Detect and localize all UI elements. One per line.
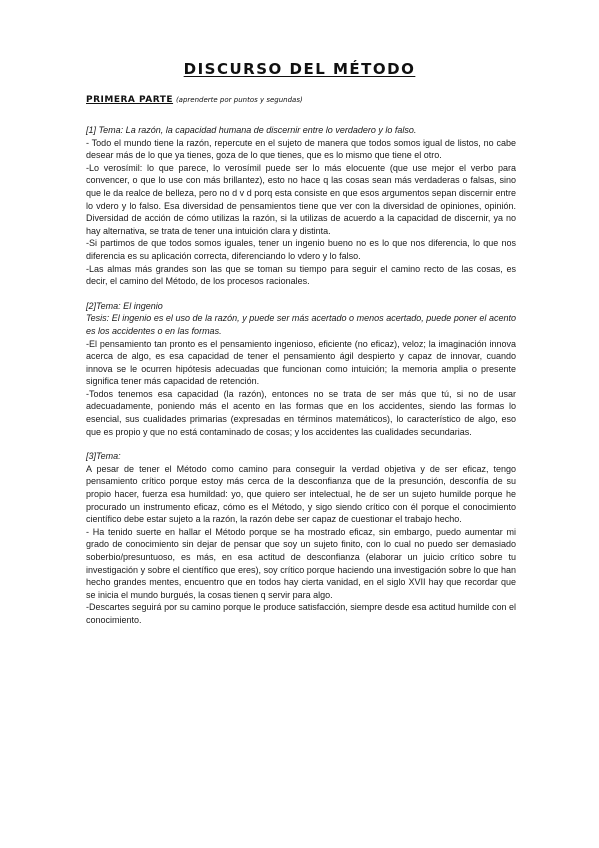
paragraph: -El pensamiento tan pronto es el pensamiento ingenioso, eficiente (no eficaz), veloz; la imaginación innova acerca de algo, es esa capacidad de tener el pensamiento ágil despierto y capaz de innovar, cuando innova se le ocurren hipótesis adecuadas que funcionan como intuición; la memoria amplia o presente significa tener más capacidad de retención. [86, 338, 516, 387]
section-heading: [2]Tema: El ingenio [86, 300, 163, 311]
document-subtitle [86, 95, 526, 105]
paragraph: - Ha tenido suerte en hallar el Método porque se ha mostrado eficaz, sin embargo, puedo aumentar mi grado de conocimiento sin dejar de pensar que soy un sujeto finito, con lo cual no puedo ser demasiado soberbio/presuntuoso, es más, en esa actitud de desconfianza (elaborar un juicio crítico sobre tu investigación y sobre el científico que eres), soy crítico porque haciendo una investigación sobre lo que han hecho grandes mentes, encuentro que en todos hay cierta vanidad, en el siglo XVII hay que recordar que se inicia el mundo burgués, la cosas tienen q servir para algo. [86, 526, 516, 600]
document-body [86, 124, 516, 627]
section-2 [86, 300, 516, 439]
section-thesis: Tesis: El ingenio es el uso de la razón, y puede ser más acertado o menos acertado, puede poner el acento es los accidentes o en las formas. [86, 313, 516, 336]
paragraph: -Las almas más grandes son las que se toman su tiempo para seguir el camino recto de las cosas, es decir, el camino del Método, de los procesos racionales. [86, 263, 516, 287]
part-heading: PRIMERA PARTE [86, 95, 174, 105]
handwritten-note: (aprenderte por puntos y segundas) [175, 96, 303, 104]
section-heading: [3]Tema: [86, 451, 121, 462]
paragraph: -Todos tenemos esa capacidad (la razón), entonces no se trata de ser más que tú, si no de usar adecuadamente, poniendo más el acento en las formas que en los accidentes, siendo las formas lo esencial, sus cualidades primarias (expresadas en términos matemáticos), lo característico de algo, eso que es propio y que no está contaminado de cosas; y los accidentes las cualidades secundarias. [86, 388, 516, 437]
section-heading: [1] Tema: La razón, la capacidad humana de discernir entre lo verdadero y lo falso. [86, 125, 417, 135]
paragraph: -Descartes seguirá por su camino porque le produce satisfacción, siempre desde esa actitud humilde con el conocimiento. [86, 602, 516, 625]
section-3 [86, 450, 516, 626]
paragraph: A pesar de tener el Método como camino para conseguir la verdad objetiva y de ser eficaz, tengo pensamiento crítico porque estoy más cerca de la desconfianza que de la presunción, desconfía de su propio hacer, fuerza esa humildad: yo, que quiero ser intelectual, he de ser un sujeto humilde porque he procurado un instrumento eficaz, cómo es el Método, y sigo siendo crítico con él porque el conocimiento científico debe estar sujeto a la razón, la razón debe ser capaz de cuestionar el trabajo hecho. [86, 463, 516, 525]
paragraph: - Todo el mundo tiene la razón, repercute en el sujeto de manera que todos somos igual de listos, no cabe desear más de lo que ya tienes, goza de lo que tienes, que es lo mismo que tiene el otro. [86, 137, 516, 161]
section-1 [86, 124, 516, 288]
paragraph: -Si partimos de que todos somos iguales, tener un ingenio bueno no es lo que nos diferencia, lo que nos diferencia es su aplicación correcta, diferenciando lo vdero y lo falso. [86, 238, 516, 261]
document-title: DISCURSO DEL MÉTODO [183, 60, 416, 78]
paragraph: -Lo verosímil: lo que parece, lo verosímil puede ser lo más elocuente (que use mejor el verbo para convencer, o que lo use con más brillantez), esto no hace q las cosas sean más verdaderas o falsas, sino que le da realce de belleza, pero no d v d porq esta consiste en que esos argumentos sepan discernir entre lo vdero y lo falso. Esa diversidad de pensamientos tiene que ver con la diversidad de opiniones, opinión. Diversidad de acción de cómo utilizas la razón, si la utilizas de acuerdo a la capacidad de discernir, ya no hay alternativa, se trata de tener una intuición clara y distinta. [86, 162, 516, 236]
